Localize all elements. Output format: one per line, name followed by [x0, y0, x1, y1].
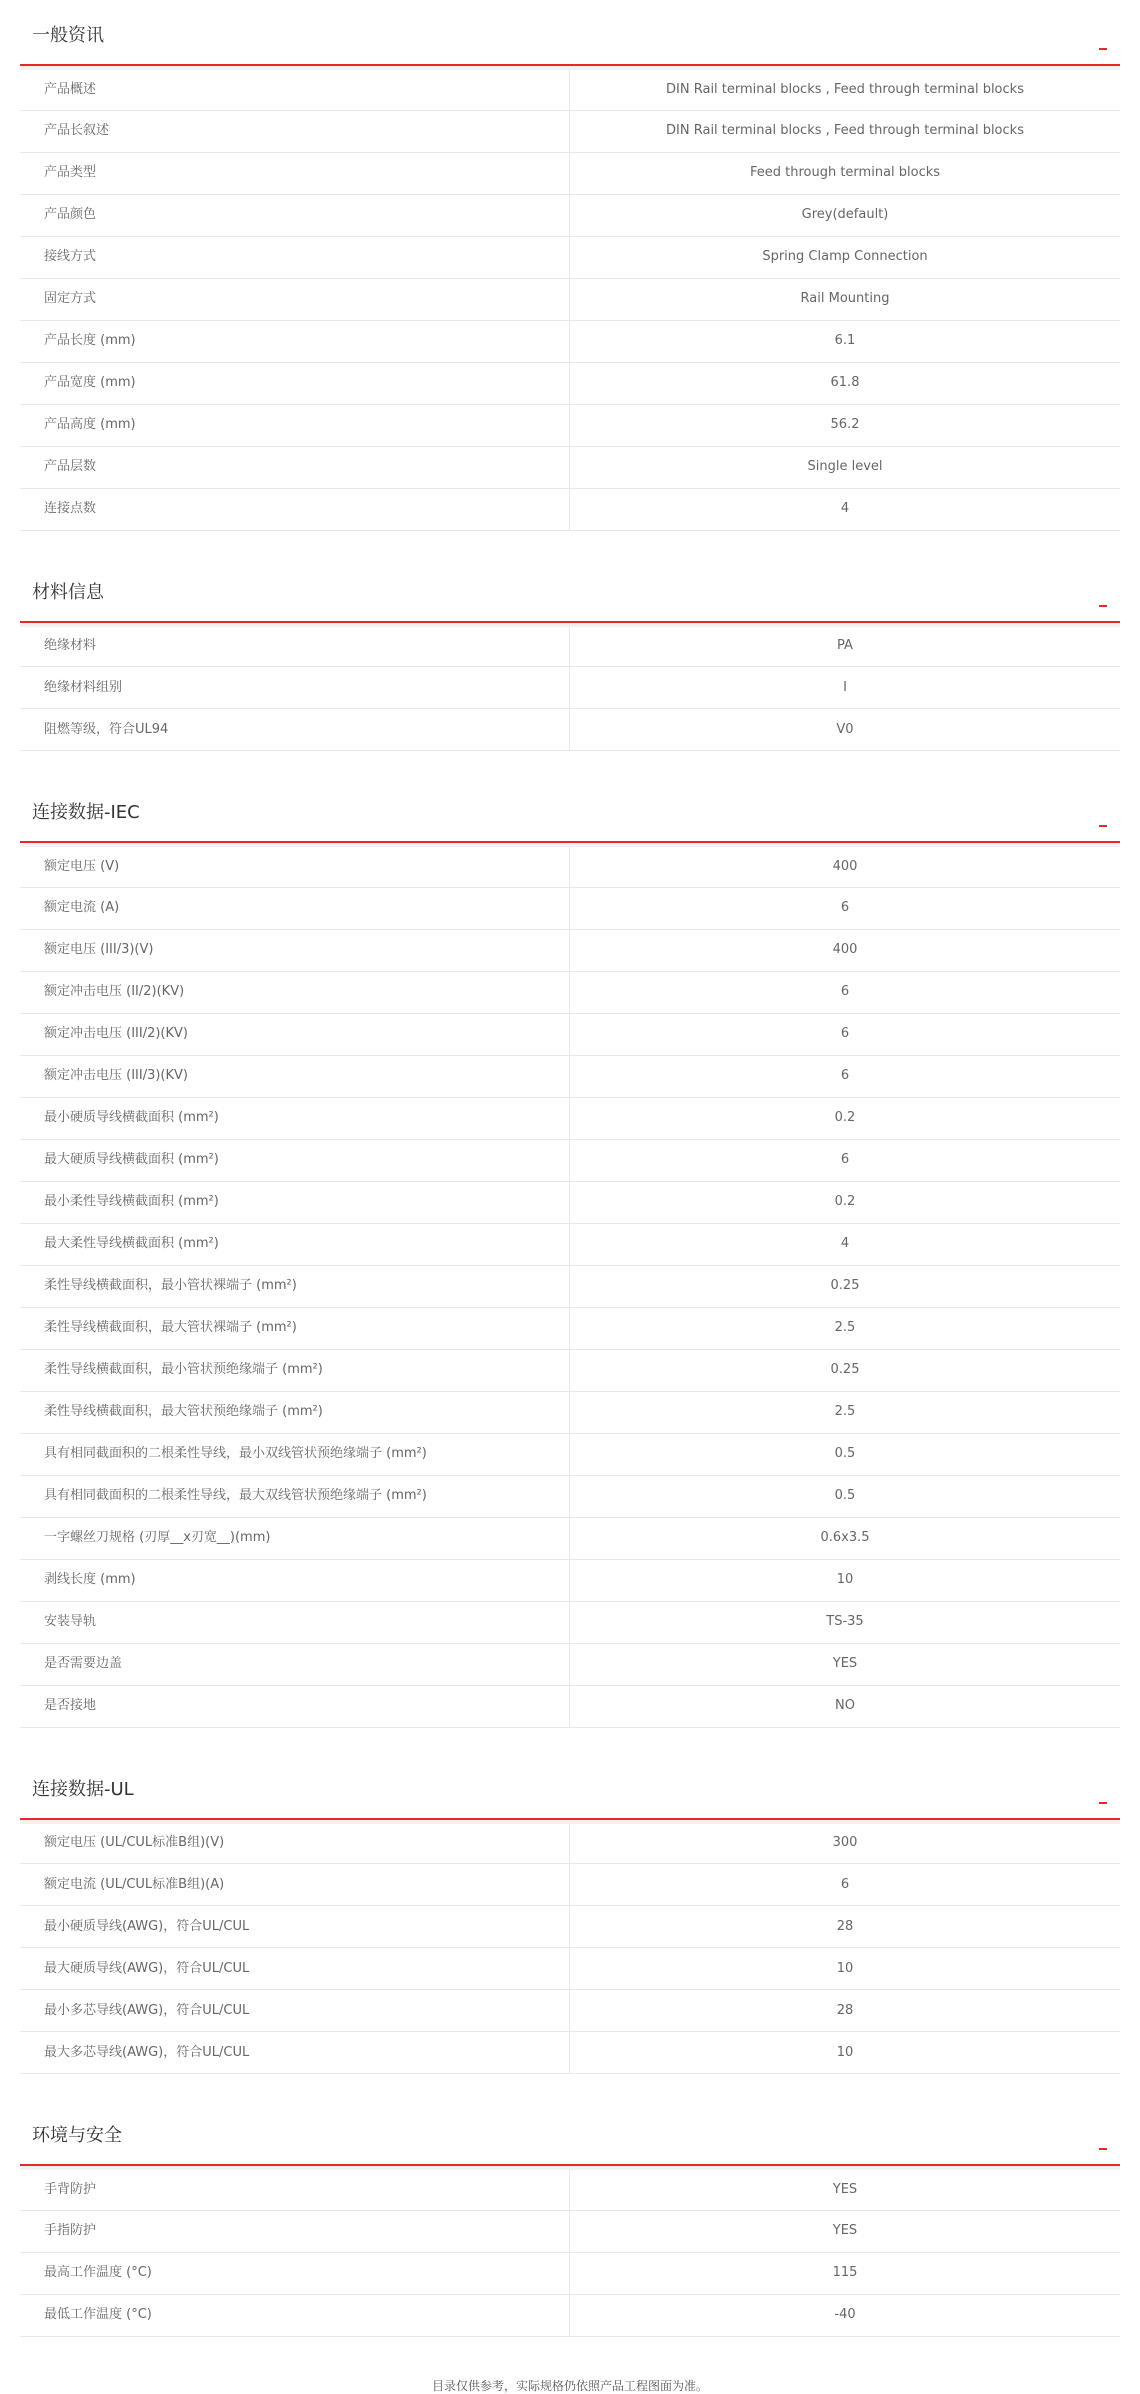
spec-section	[20, 1768, 1120, 2075]
spec-value-cell: Single level	[570, 446, 1121, 488]
spec-value-cell: 56.2	[570, 404, 1121, 446]
spec-name-cell: 最大多芯导线(AWG)，符合UL/CUL	[20, 2032, 570, 2074]
spec-value-cell: 6	[570, 1864, 1121, 1906]
spec-value-cell: 6	[570, 1013, 1121, 1055]
spec-name-cell: 绝缘材料	[20, 625, 570, 667]
table-row	[20, 110, 1120, 152]
collapse-icon[interactable]	[1099, 605, 1107, 607]
spec-name-cell: 柔性导线横截面积，最小管状裸端子 (mm²)	[20, 1265, 570, 1307]
spec-name-cell: 最大硬质导线横截面积 (mm²)	[20, 1139, 570, 1181]
spec-value-cell: 0.25	[570, 1265, 1121, 1307]
spec-section	[20, 571, 1120, 752]
spec-value-cell: 0.2	[570, 1181, 1121, 1223]
spec-name-cell: 额定冲击电压 (III/3)(KV)	[20, 1055, 570, 1097]
table-row	[20, 2252, 1120, 2294]
table-row	[20, 1643, 1120, 1685]
spec-value-cell: 6	[570, 1139, 1121, 1181]
table-row	[20, 971, 1120, 1013]
table-row	[20, 1223, 1120, 1265]
spec-name-cell: 额定电压 (V)	[20, 845, 570, 887]
table-row	[20, 1349, 1120, 1391]
spec-value-cell: 4	[570, 488, 1121, 530]
spec-name-cell: 是否需要边盖	[20, 1643, 570, 1685]
spec-name-cell: 最大硬质导线(AWG)，符合UL/CUL	[20, 1948, 570, 1990]
spec-value-cell: Grey(default)	[570, 194, 1121, 236]
spec-name-cell: 产品长度 (mm)	[20, 320, 570, 362]
spec-value-cell: YES	[570, 1643, 1121, 1685]
table-row	[20, 488, 1120, 530]
spec-name-cell: 柔性导线横截面积，最小管状预绝缘端子 (mm²)	[20, 1349, 570, 1391]
spec-section	[20, 2114, 1120, 2337]
spec-value-cell: 0.5	[570, 1433, 1121, 1475]
spec-value-cell: 2.5	[570, 1391, 1121, 1433]
spec-value-cell: PA	[570, 625, 1121, 667]
spec-name-cell: 最小硬质导线横截面积 (mm²)	[20, 1097, 570, 1139]
table-row	[20, 1601, 1120, 1643]
table-row	[20, 1433, 1120, 1475]
spec-value-cell: 400	[570, 845, 1121, 887]
spec-name-cell: 产品颜色	[20, 194, 570, 236]
spec-value-cell: 0.5	[570, 1475, 1121, 1517]
table-row	[20, 446, 1120, 488]
spec-value-cell: 0.6x3.5	[570, 1517, 1121, 1559]
spec-table	[20, 1820, 1120, 2075]
table-row	[20, 1906, 1120, 1948]
collapse-icon[interactable]	[1099, 48, 1107, 50]
section-title: 连接数据-IEC	[32, 802, 140, 823]
table-row	[20, 709, 1120, 751]
spec-name-cell: 最低工作温度 (°C)	[20, 2294, 570, 2336]
spec-section	[20, 791, 1120, 1728]
spec-value-cell: 6.1	[570, 320, 1121, 362]
collapse-icon[interactable]	[1099, 2148, 1107, 2150]
spec-name-cell: 安装导轨	[20, 1601, 570, 1643]
spec-name-cell: 产品层数	[20, 446, 570, 488]
collapse-icon[interactable]	[1099, 825, 1107, 827]
spec-table	[20, 843, 1120, 1728]
table-row	[20, 1139, 1120, 1181]
spec-value-cell: 6	[570, 887, 1121, 929]
section-title: 一般资讯	[32, 25, 104, 46]
spec-name-cell: 最高工作温度 (°C)	[20, 2252, 570, 2294]
table-row	[20, 845, 1120, 887]
spec-name-cell: 额定电压 (III/3)(V)	[20, 929, 570, 971]
spec-table	[20, 66, 1120, 531]
table-row	[20, 2294, 1120, 2336]
spec-value-cell: YES	[570, 2210, 1121, 2252]
section-header	[20, 2114, 1120, 2166]
table-row	[20, 2032, 1120, 2074]
table-row	[20, 1517, 1120, 1559]
spec-name-cell: 剥线长度 (mm)	[20, 1559, 570, 1601]
spec-name-cell: 额定电流 (UL/CUL标准B组)(A)	[20, 1864, 570, 1906]
table-row	[20, 194, 1120, 236]
spec-name-cell: 最小柔性导线横截面积 (mm²)	[20, 1181, 570, 1223]
spec-value-cell: TS-35	[570, 1601, 1121, 1643]
table-row	[20, 68, 1120, 110]
table-row	[20, 1948, 1120, 1990]
spec-name-cell: 最小硬质导线(AWG)，符合UL/CUL	[20, 1906, 570, 1948]
spec-value-cell: 10	[570, 2032, 1121, 2074]
spec-value-cell: I	[570, 667, 1121, 709]
spec-name-cell: 固定方式	[20, 278, 570, 320]
spec-value-cell: 6	[570, 1055, 1121, 1097]
spec-value-cell: 115	[570, 2252, 1121, 2294]
section-title: 材料信息	[32, 581, 104, 603]
table-row	[20, 236, 1120, 278]
table-row	[20, 1097, 1120, 1139]
spec-value-cell: 6	[570, 971, 1121, 1013]
table-row	[20, 1475, 1120, 1517]
spec-name-cell: 是否接地	[20, 1685, 570, 1727]
spec-value-cell: Feed through terminal blocks	[570, 152, 1121, 194]
table-row	[20, 1559, 1120, 1601]
spec-name-cell: 最小多芯导线(AWG)，符合UL/CUL	[20, 1990, 570, 2032]
spec-value-cell: 4	[570, 1223, 1121, 1265]
table-row	[20, 1685, 1120, 1727]
spec-value-cell: 400	[570, 929, 1121, 971]
spec-name-cell: 一字螺丝刀规格 (刃厚__x刃宽__)(mm)	[20, 1517, 570, 1559]
table-row	[20, 1265, 1120, 1307]
table-row	[20, 1013, 1120, 1055]
table-row	[20, 1864, 1120, 1906]
section-header	[20, 571, 1120, 623]
spec-value-cell: 0.2	[570, 1097, 1121, 1139]
spec-page	[20, 14, 1120, 2394]
spec-value-cell: 61.8	[570, 362, 1121, 404]
spec-value-cell: 28	[570, 1906, 1121, 1948]
spec-name-cell: 额定电流 (A)	[20, 887, 570, 929]
spec-value-cell: DIN Rail terminal blocks , Feed through terminal blocks	[570, 110, 1121, 152]
table-row	[20, 1990, 1120, 2032]
spec-name-cell: 产品宽度 (mm)	[20, 362, 570, 404]
spec-name-cell: 产品概述	[20, 68, 570, 110]
section-header	[20, 1768, 1120, 1820]
spec-name-cell: 阻燃等级，符合UL94	[20, 709, 570, 751]
spec-name-cell: 额定冲击电压 (II/2)(KV)	[20, 971, 570, 1013]
section-title: 连接数据-UL	[32, 1778, 134, 1800]
spec-name-cell: 连接点数	[20, 488, 570, 530]
spec-name-cell: 具有相同截面积的二根柔性导线，最小双线管状预绝缘端子 (mm²)	[20, 1433, 570, 1475]
spec-value-cell: DIN Rail terminal blocks , Feed through terminal blocks	[570, 68, 1121, 110]
spec-table	[20, 2166, 1120, 2337]
spec-section	[20, 14, 1120, 531]
spec-value-cell: 2.5	[570, 1307, 1121, 1349]
table-row	[20, 404, 1120, 446]
table-row	[20, 1055, 1120, 1097]
table-row	[20, 1822, 1120, 1864]
collapse-icon[interactable]	[1099, 1802, 1107, 1804]
table-row	[20, 2210, 1120, 2252]
spec-name-cell: 接线方式	[20, 236, 570, 278]
spec-value-cell: Spring Clamp Connection	[570, 236, 1121, 278]
spec-value-cell: V0	[570, 709, 1121, 751]
table-row	[20, 929, 1120, 971]
section-header	[20, 791, 1120, 843]
spec-value-cell: YES	[570, 2168, 1121, 2210]
table-row	[20, 1181, 1120, 1223]
table-row	[20, 667, 1120, 709]
spec-value-cell: Rail Mounting	[570, 278, 1121, 320]
spec-value-cell: -40	[570, 2294, 1121, 2336]
spec-name-cell: 柔性导线横截面积，最大管状预绝缘端子 (mm²)	[20, 1391, 570, 1433]
footer-note: 目录仅供参考，实际规格仍依照产品工程图面为准。	[431, 2378, 708, 2393]
section-header	[20, 14, 1120, 66]
spec-value-cell: NO	[570, 1685, 1121, 1727]
table-row	[20, 1307, 1120, 1349]
spec-name-cell: 最大柔性导线横截面积 (mm²)	[20, 1223, 570, 1265]
table-row	[20, 2168, 1120, 2210]
spec-sections	[20, 14, 1120, 2337]
section-title: 环境与安全	[32, 2125, 122, 2146]
spec-value-cell: 10	[570, 1948, 1121, 1990]
spec-name-cell: 柔性导线横截面积，最大管状裸端子 (mm²)	[20, 1307, 570, 1349]
spec-name-cell: 产品长叙述	[20, 110, 570, 152]
spec-value-cell: 300	[570, 1822, 1121, 1864]
spec-name-cell: 额定冲击电压 (III/2)(KV)	[20, 1013, 570, 1055]
spec-value-cell: 28	[570, 1990, 1121, 2032]
spec-name-cell: 手背防护	[20, 2168, 570, 2210]
spec-value-cell: 0.25	[570, 1349, 1121, 1391]
spec-name-cell: 产品高度 (mm)	[20, 404, 570, 446]
spec-name-cell: 产品类型	[20, 152, 570, 194]
spec-name-cell: 额定电压 (UL/CUL标准B组)(V)	[20, 1822, 570, 1864]
table-row	[20, 152, 1120, 194]
table-row	[20, 1391, 1120, 1433]
table-row	[20, 625, 1120, 667]
spec-table	[20, 623, 1120, 752]
spec-value-cell: 10	[570, 1559, 1121, 1601]
spec-name-cell: 手指防护	[20, 2210, 570, 2252]
spec-name-cell: 绝缘材料组别	[20, 667, 570, 709]
table-row	[20, 362, 1120, 404]
table-row	[20, 278, 1120, 320]
spec-name-cell: 具有相同截面积的二根柔性导线，最大双线管状预绝缘端子 (mm²)	[20, 1475, 570, 1517]
table-row	[20, 887, 1120, 929]
table-row	[20, 320, 1120, 362]
